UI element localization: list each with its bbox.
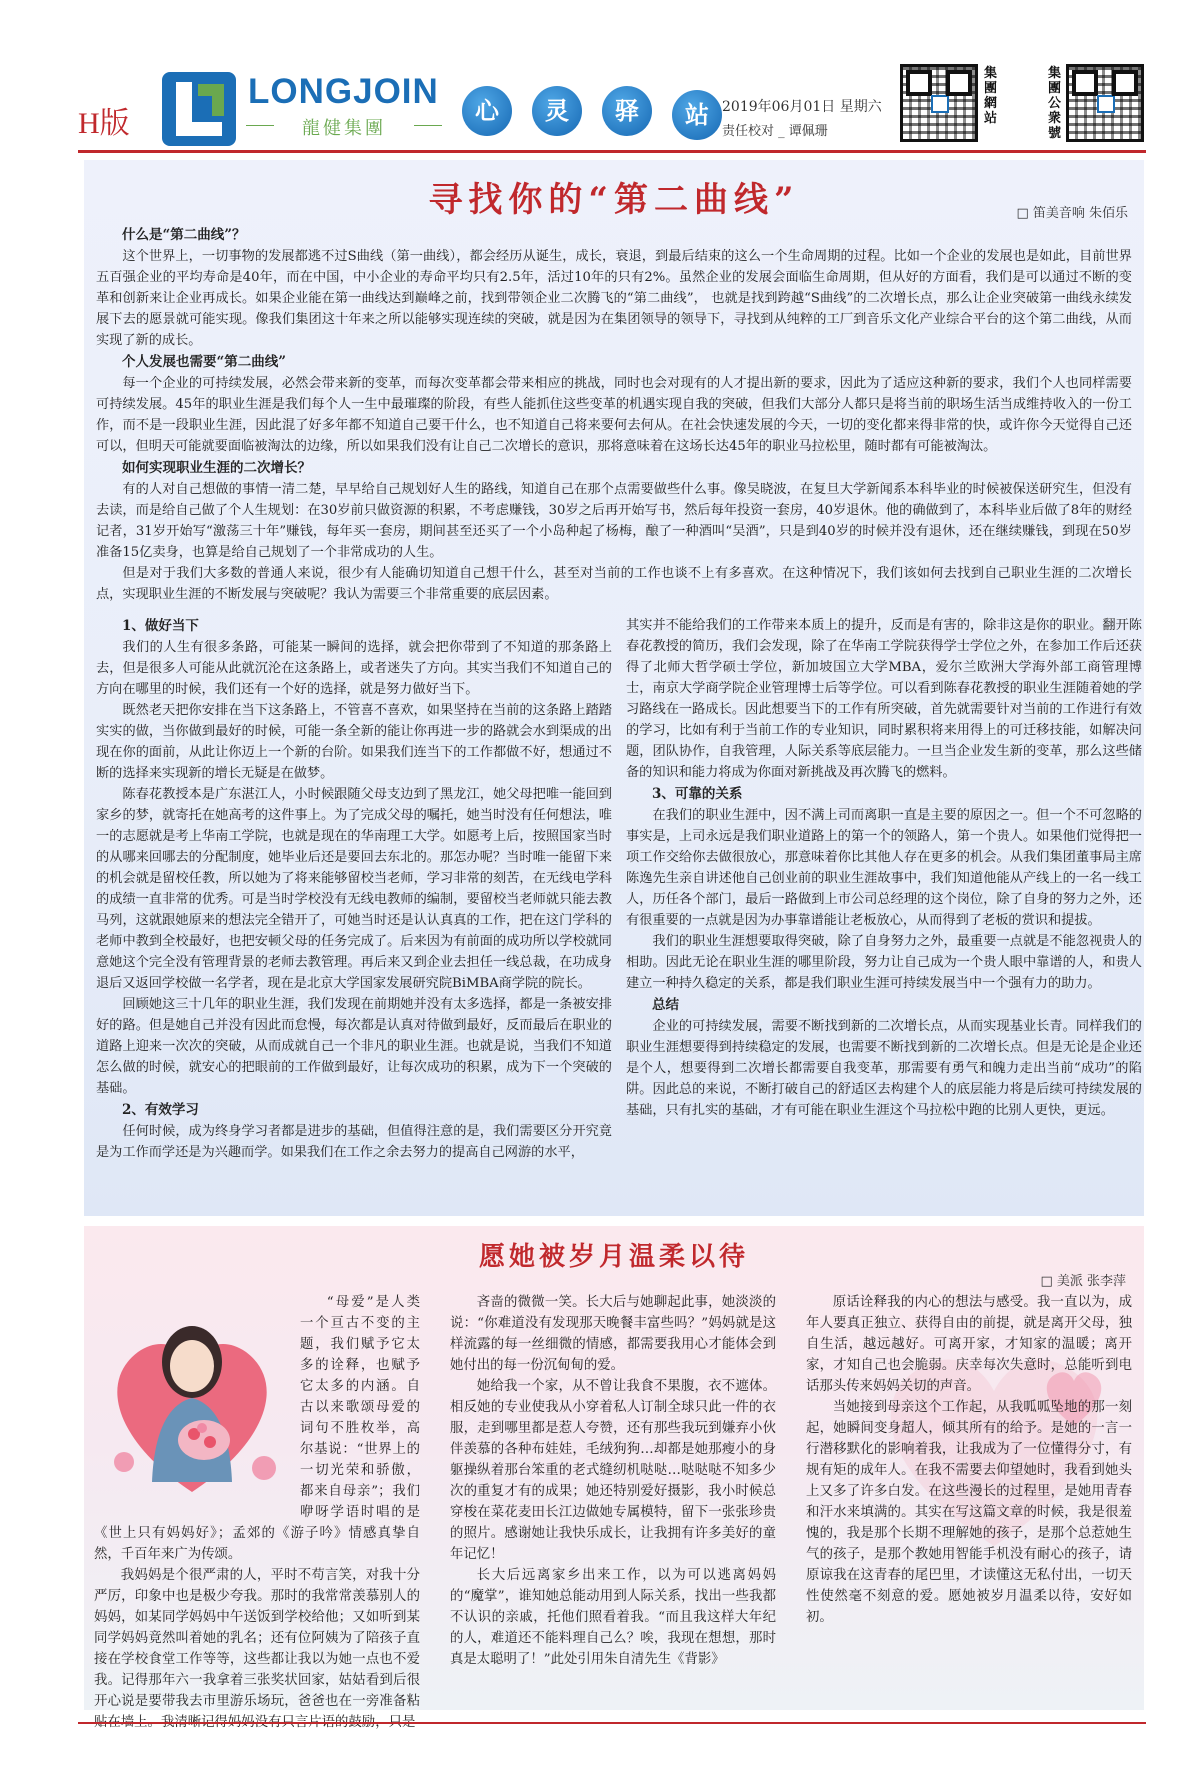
official-account-qr-code[interactable] [1066,64,1144,142]
issue-date: 2019年06月01日 星期六 [722,99,882,115]
article-right-column [626,615,1142,1121]
paragraph: 既然老天把你安排在当下这条路上，不管喜不喜欢，如果坚持在当前的这条路上踏踏实实的做，当你做到最好的时候，可能一条全新的能让你再进一步的路就会水到渠成的出现在你的面前，从此让你迈上一个新的台阶。如果我们连当下的工作都做不好，想通过不断的选择来实现新的增长无疑是在做梦。 [96,703,612,781]
paragraph: 陈春花教授本是广东湛江人，小时候跟随父母支边到了黑龙江，她父母把唯一能回到家乡的梦，就寄托在她高考的这件事上。为了完成父母的嘱托，她当时没有任何想法，唯一的志愿就是考上华南工学院，也就是现在的华南理工大学。如愿考上后，按照国家当时的从哪来回哪去的分配制度，她毕业后还是要回去东北的。那怎办呢？当时唯一能留下来的机会就是留校任教，所以她为了将来能够留校当老师，学习非常的刻苦，在无线电学科的成绩一直非常的优秀。可是当时学校没有无线电教师的编制，要留校当老师就只能去教马列，这就跟她原来的想法完全错开了，可她当时还是认认真真的工作，把在这门学科的老师中教到全校最好，也把安顿父母的任务完成了。后来因为有前面的成功所以学校就同意她这个完全没有管理背景的老师去教管理。再后来又到企业去担任一线总裁，在功成身退后又返回学校做一名学者，现在是北京大学国家发展研究院BiMBA商学院的院长。 [96,787,612,991]
paragraph: 企业的可持续发展，需要不断找到新的二次增长点，从而实现基业长青。同样我们的职业生涯想要得到持续稳定的发展，也需要不断找到新的二次增长点。但是无论是企业还是个人，想要得到二次增长都需要自我变革，那需要有勇气和魄力走出当前“成功”的陷阱。因此总的来说，不断打破自己的舒适区去构建个人的底层能力将是后续可持续发展的基础，只有扎实的基础，才有可能在职业生涯这个马拉松中跑的比别人更快，更远。 [626,1019,1142,1118]
edition-label: H版 [78,107,130,140]
masthead-divider [78,150,1146,153]
paragraph: 任何时候，成为终身学习者都是进步的基础，但值得注意的是，我们需要区分开究竟是为工作而学还是为兴趣而学。如果我们在工作之余去努力的提高自己网游的水平， [96,1124,612,1160]
paragraph: 原话诠释我的内心的想法与感受。我一直以为，成年人要真正独立、获得自由的前提，就是离开父母，独自生活，越远越好。可离开家，才知家的温暖；离开家，才知自己也会脆弱。庆幸每次失意时，总能听到电话那头传来妈妈关切的声音。 [806,1295,1132,1394]
paragraph: 我妈妈是个很严肃的人，平时不苟言笑，对我十分严厉，印象中也是极少夸我。那时的我常常羡慕别人的妈妈，如某同学妈妈中午送饭到学校给他；又如听到某同学妈妈竟然叫着她的乳名；还有位阿姨为了陪孩子直接在学校食堂工作等等，这些都让我以为她一点也不爱我。记得那年六一我拿着三张奖状回家，姑姑看到后很开心说是要带我去市里游乐场玩，爸爸也在一旁准备粘贴在墙上。我清晰记得妈妈没有只言片语的鼓励，只是 [94,1568,420,1730]
article-byline: □ 笛美音响 朱佰乐 [1016,206,1128,221]
paragraph: 吝啬的微微一笑。长大后与她聊起此事，她淡淡的说：“你难道没有发现那天晚餐丰富些吗？”妈妈就是这样流露的每一丝细微的情感，都需要我用心才能体会到她付出的每一份沉甸甸的爱。 [450,1295,776,1373]
paragraph: 每一个企业的可持续发展，必然会带来新的变革，而每次变革都会带来相应的挑战，同时也会对现有的人才提出新的要求，因此为了适应这种新的要求，我们个人也同样需要可持续发展。45年的职业生涯是我们每个人一生中最璀璨的阶段，有些人能抓住这些变革的机遇实现自我的突破，但我们大部分人都只是将当前的职场生活当成维持收入的一份工作，而不是一段职业生涯，因此混了好多年都不知道自己要干什么，也不知道自己将来要何去何从。在社会快速发展的今天，一切的变化都来得非常的快，或许你今天觉得自己还可以，但明天可能就要面临被淘汰的边缘，所以如果我们没有让自己二次增长的意识，那将意味着在这场长达45年的职业马拉松里，随时都有可能被淘汰。 [96,376,1132,454]
paragraph: 有的人对自己想做的事情一清二楚，早早给自己规划好人生的路线，知道自己在那个点需要做些什么事。像吴晓波，在复旦大学新闻系本科毕业的时候被保送研究生，但没有去读，而是给自己做了个人生规划：在30岁前只做资源的积累，不考虑赚钱，30岁之后再开始写书，然后每年投资一套房，40岁退休。他的确做到了，本科毕业后做了8年的财经记者，31岁开始写“激荡三十年”赚钱，每年买一套房，期间甚至还买了一个小岛种起了杨梅，酿了一种酒叫“吴酒”，只是到40岁的时候并没有退休，还在继续赚钱，到现在50岁准备15亿卖身，也算是给自己规划了一个非常成功的人生。 [96,482,1132,560]
section-heading: 3、可靠的关系 [652,786,743,802]
paragraph: 这个世界上，一切事物的发展都逃不过S曲线（第一曲线），都会经历从诞生，成长，衰退，到最后结束的这么一个生命周期的过程。比如一个企业的发展也是如此，目前世界五百强企业的平均寿命是40年，而在中国，中小企业的寿命平均只有2.5年，活过10年的只有2%。虽然企业的发展会面临生命周期，但从好的方面看，我们是可以通过不断的变革和创新来让企业再成长。如果企业能在第一曲线达到巅峰之前，找到带领企业二次腾飞的“第二曲线”， 也就是找到跨越“S曲线”的二次增长点，那么让企业突破第一曲线永续发展下去的愿景就可能实现。像我们集团这十年来之所以能够实现连续的突破，就是因为在集团领导的领导下，寻找到从纯粹的工厂到音乐文化产业综合平台的这个第二曲线，从而实现了新的成长。 [96,249,1132,348]
article-second-curve [84,160,1144,1216]
article-column-1 [94,1292,420,1733]
section-heading: 个人发展也需要“第二曲线” [122,354,287,370]
paragraph: 在我们的职业生涯中，因不满上司而离职一直是主要的原因之一。但一个不可忽略的事实是，上司永远是我们职业道路上的第一个的领路人，第一个贵人。如果他们觉得把一项工作交给你去做很放心，那意味着你比其他人存在更多的机会。从我们集团董事局主席陈逸先生亲自讲述他自己创业前的职业生涯故事中，我们知道他能从产线上的一名一线工人，历任各个部门，最后一路做到上市公司总经理的这个岗位，除了自身的努力之外，还有很重要的一点就是因为办事靠谱能让老板放心，从而得到了老板的赏识和提拔。 [626,808,1142,928]
article-left-column [96,615,612,1163]
brand-name-cn: 龍健集團 [246,114,442,140]
column-title-char: 灵 [532,86,582,136]
section-heading: 如何实现职业生涯的二次增长？ [122,460,311,476]
paragraph: 长大后远离家乡出来工作，以为可以逃离妈妈的“魔掌”，谁知她总能动用到人际关系，找出一些我都不认识的亲戚，托他们照看着我。“而且我这样大年纪的人，难道还不能料理自己么？唉，我现在想想，那时真是太聪明了！”此处引用朱自清先生《背影》 [450,1568,776,1667]
mother-portrait-illustration [94,1292,290,1500]
article-intro-block [96,224,1132,605]
column-title-char: 站 [672,90,722,140]
masthead [0,0,1200,150]
article-title: 寻找你的“第二曲线” [428,180,800,220]
paragraph: 我们的职业生涯想要取得突破，除了自身努力之外，最重要一点就是不能忽视贵人的相助。因此无论在职业生涯的哪里阶段，努力让自己成为一个贵人眼中靠谱的人，和贵人建立一种持久稳定的关系，都是我们职业生涯可持续发展当中一个强有力的助力。 [626,934,1142,991]
paragraph: 回顾她这三十几年的职业生涯，我们发现在前期她并没有太多选择，都是一条被安排好的路。但是她自己并没有因此而怠慢，每次都是认真对待做到最好，反而最后在职业的道路上迎来一次次的突破，从而成就自己一个非凡的职业生涯。也就是说，当我们不知道怎么做的时候，就安心的把眼前的工作做到最好，让每次成功的积累，成为下一个突破的基础。 [96,997,612,1096]
qr-label-official-account: 集團公衆號 [1048,66,1062,141]
footer-divider [78,1722,1146,1724]
article-column-3 [806,1292,1132,1628]
article-column-2 [450,1292,776,1670]
section-heading: 2、有效学习 [122,1102,199,1118]
brand-name-en: LONGJOIN [248,72,439,111]
column-title-char: 驿 [602,86,652,136]
section-heading: 总结 [652,997,679,1013]
paragraph: 但是对于我们大多数的普通人来说，很少有人能确切知道自己想干什么，甚至对当前的工作也谈不上有多喜欢。在这种情况下，我们该如何去找到自己职业生涯的二次增长点，实现职业生涯的不断发展与突破呢？我认为需要三个非常重要的底层因素。 [96,566,1132,602]
section-heading: 1、做好当下 [122,618,199,634]
website-qr-code[interactable] [900,64,978,142]
article-byline: □ 美派 张李萍 [1040,1274,1126,1289]
section-heading: 什么是“第二曲线”？ [122,227,246,243]
paragraph: 我们的人生有很多条路，可能某一瞬间的选择，就会把你带到了不知道的那条路上去，但是很多人可能从此就沉沦在这条路上，或者迷失了方向。其实当我们不知道自己的方向在哪里的时候，我们还有一个好的选择，就是努力做好当下。 [96,640,612,697]
longjoin-logo-icon [162,72,236,146]
paragraph: 她给我一个家，从不曾让我食不果腹，衣不遮体。相反她的专业使我从小穿着私人订制全球只此一件的衣服，走到哪里都是惹人夸赞，还有那些我玩到嫌弃小伙伴羡慕的各种布娃娃，毛绒狗狗…却都是她那瘦小的身躯操纵着那台笨重的老式缝纫机哒哒…哒哒哒不知多少次的重复才有的成果；她还特别爱好摄影，我小时候总穿梭在菜花麦田长江边做她专属模特，留下一张张珍贵的照片。感谢她让我快乐成长，让我拥有许多美好的童年记忆！ [450,1379,776,1562]
paragraph: 当她接到母亲这个工作起，从我呱呱坠地的那一刻起，她瞬间变身超人，倾其所有的给予。是她的一言一行潜移默化的影响着我，让我成为了一位懂得分寸，有规有矩的成年人。在我不需要去仰望她时，我看到她头上又多了许多白发。在这些漫长的过程里，是她用青春和汗水来填满的。其实在写这篇文章的时候，我是很羞愧的，我是那个长期不理解她的孩子，是那个总惹她生气的孩子，是那个教她用智能手机没有耐心的孩子，请原谅我在这青春的尾巴里，才读懂这无私付出，一切天性使然毫不刻意的爱。愿她被岁月温柔以待，安好如初。 [806,1400,1132,1625]
paragraph: 其实并不能给我们的工作带来本质上的提升，反而是有害的，除非这是你的职业。翻开陈春花教授的简历，我们会发现，除了在华南工学院获得学士学位之外，在参加工作后还获得了北师大哲学硕士学位，新加坡国立大学MBA，爱尔兰欧洲大学海外部工商管理博士，南京大学商学院企业管理博士后等学位。可以看到陈春花教授的职业生涯随着她的学习路线在一路成长。因此想要当下的工作有所突破，首先就需要针对当前的工作进行有效的学习，比如有利于当前工作的专业知识，同时累积将来用得上的可迁移技能，如解决问题，团队协作，自我管理，人际关系等底层能力。一旦当企业发生新的变革，那么这些储备的知识和能力将成为你面对新挑战及再次腾飞的燃料。 [626,618,1142,780]
paragraph: “母爱”是人类一个亘古不变的主题，我们赋予它太多的诠释，也赋予它太多的内涵。自古以来歌颂母爱的词句不胜枚举，高尔基说：“世界上的一切光荣和骄傲，都来自母亲”；我们咿呀学语时唱的是《世上只有妈妈好》；孟郊的《游子吟》情感真挚自然，千百年来广为传颂。 [94,1295,420,1562]
proofreader-line: 责任校对 _ 谭佩珊 [722,124,828,139]
article-mother [84,1226,1144,1730]
column-title-char: 心 [462,86,512,136]
qr-label-website: 集團網站 [984,66,998,126]
article-title: 愿她被岁月温柔以待 [478,1242,749,1272]
